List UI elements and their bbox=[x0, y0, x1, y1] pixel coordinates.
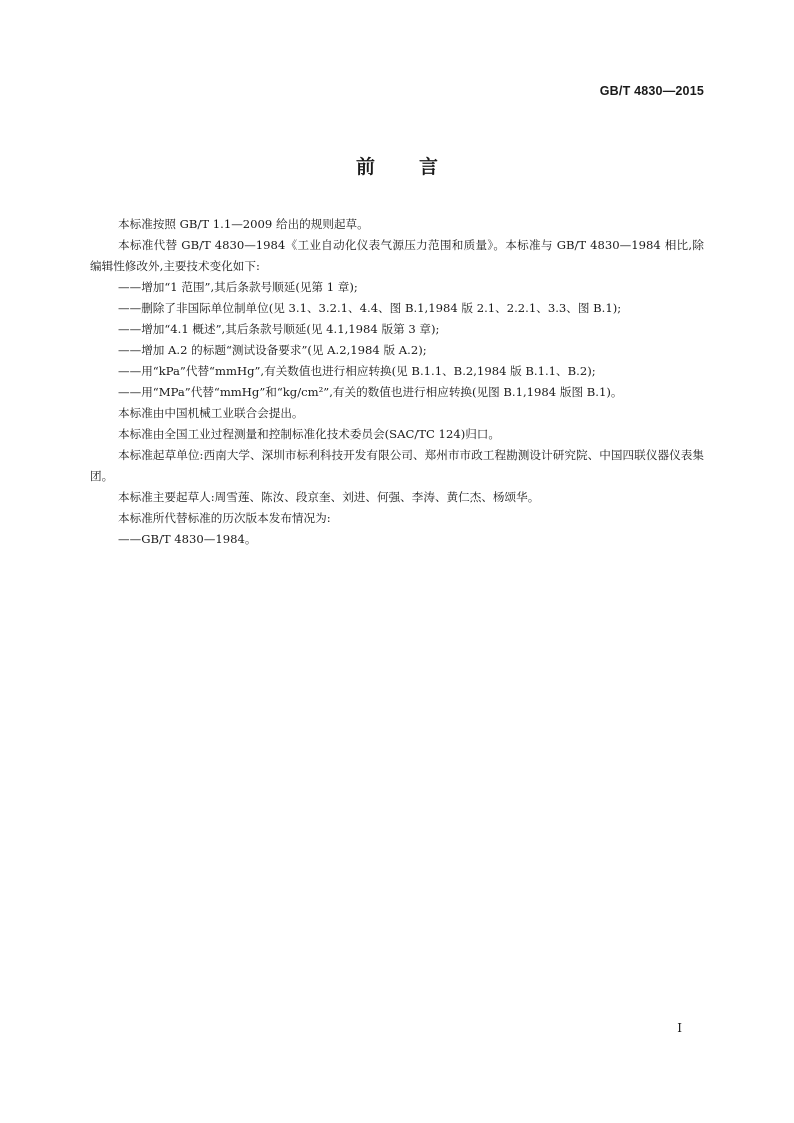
change-item-overview: ——增加“4.1 概述”,其后条款号顺延(见 4.1,1984 版第 3 章); bbox=[118, 322, 440, 336]
paragraph-history: 本标准所代替标准的历次版本发布情况为: bbox=[118, 511, 331, 525]
paragraph-committee: 本标准由全国工业过程测量和控制标准化技术委员会(SAC/TC 124)归口。 bbox=[118, 427, 500, 441]
foreword-body bbox=[90, 214, 704, 550]
paragraph-proposer: 本标准由中国机械工业联合会提出。 bbox=[118, 406, 304, 420]
change-item-kpa: ——用“kPa”代替“mmHg”,有关数值也进行相应转换(见 B.1.1、B.2,1984 版 B.1.1、B.2); bbox=[118, 364, 596, 378]
change-item-a2-title: ——增加 A.2 的标题“测试设备要求”(见 A.2,1984 版 A.2); bbox=[118, 343, 427, 357]
page-title bbox=[0, 152, 794, 179]
paragraph-replaces: 本标准代替 GB/T 4830—1984《工业自动化仪表气源压力范围和质量》。本标准与 GB/T 4830—1984 相比,除编辑性修改外,主要技术变化如下: bbox=[90, 238, 704, 273]
page-number: I bbox=[677, 1021, 682, 1035]
change-item-units: ——删除了非国际单位制单位(见 3.1、3.2.1、4.4、图 B.1,1984 版 2.1、2.2.1、3.3、图 B.1); bbox=[118, 301, 622, 315]
change-item-mpa: ——用“MPa”代替“mmHg”和“kg/cm²”,有关的数值也进行相应转换(见图 B.1,1984 版图 B.1)。 bbox=[118, 385, 623, 399]
paragraph-drafting-rules: 本标准按照 GB/T 1.1—2009 给出的规则起草。 bbox=[118, 217, 369, 231]
paragraph-drafting-units: 本标准起草单位:西南大学、深圳市标利科技开发有限公司、郑州市市政工程勘测设计研究院、中国四联仪器仪表集团。 bbox=[90, 448, 704, 483]
history-item: ——GB/T 4830—1984。 bbox=[118, 532, 257, 546]
title-char-2: 言 bbox=[419, 156, 439, 178]
title-char-1: 前 bbox=[355, 156, 375, 178]
change-item-scope: ——增加“1 范围”,其后条款号顺延(见第 1 章); bbox=[118, 280, 358, 294]
standard-code: GB/T 4830—2015 bbox=[599, 84, 704, 98]
paragraph-drafters: 本标准主要起草人:周雪莲、陈汝、段京奎、刘进、何强、李涛、黄仁杰、杨颂华。 bbox=[118, 490, 540, 504]
